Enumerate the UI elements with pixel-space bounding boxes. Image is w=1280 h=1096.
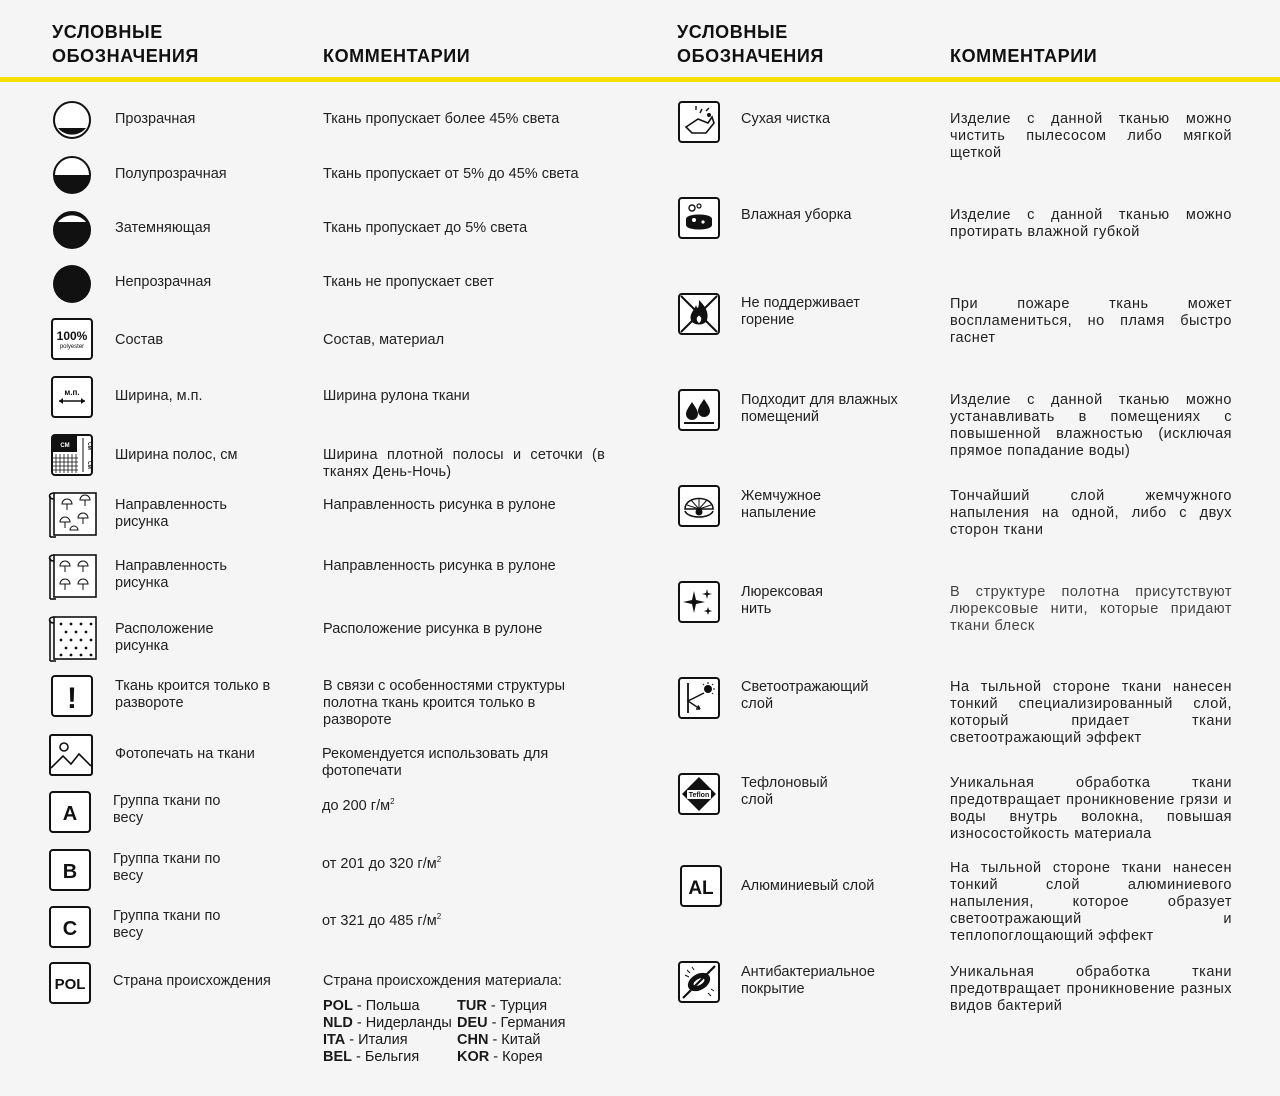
teflon-layer-icon bbox=[678, 773, 720, 815]
comment-weight-b-sup: 2 bbox=[436, 855, 442, 864]
lurex-thread-icon bbox=[678, 581, 720, 623]
left-symbols-header-line2: ОБОЗНАЧЕНИЯ bbox=[52, 46, 199, 66]
label-reflective: Светоотражающий слой bbox=[741, 679, 869, 712]
left-comments-header: КОММЕНТАРИИ bbox=[323, 46, 471, 66]
left-symbols-header-line1: УСЛОВНЫЕ bbox=[52, 22, 163, 42]
composition-icon-percent: 100% bbox=[56, 329, 88, 343]
right-symbols-header bbox=[677, 20, 824, 68]
teflon-icon-text: Teflon bbox=[688, 792, 710, 799]
weight-group-b-icon bbox=[49, 849, 91, 891]
reflective-layer-icon bbox=[678, 677, 720, 719]
right-symbols-header-line1: УСЛОВНЫЕ bbox=[677, 22, 788, 42]
comment-reflective: На тыльной стороне ткани нанесен тонкий специализированный слой, который придает ткани светоотражающий эффект bbox=[950, 679, 1232, 746]
label-width: Ширина, м.п. bbox=[115, 388, 203, 404]
weight-group-a-letter: A bbox=[62, 803, 78, 825]
comment-dimming: Ткань пропускает до 5% света bbox=[323, 220, 528, 236]
comment-weight-c-sup: 2 bbox=[436, 912, 442, 921]
width-icon-text: м.п. bbox=[64, 388, 80, 397]
comment-weight-c bbox=[322, 908, 582, 930]
country-tur: TUR - Турция bbox=[457, 998, 548, 1014]
comment-weight-a-sup: 2 bbox=[390, 797, 395, 806]
transparent-circle-icon bbox=[52, 100, 92, 140]
label-photo-print: Фотопечать на ткани bbox=[115, 746, 255, 762]
comment-cut-spread: В связи с особенностями структуры полотна ткань кроится только в развороте bbox=[323, 678, 565, 728]
comment-weight-b-text: от 201 до 320 г/м bbox=[322, 855, 437, 872]
label-opaque: Непрозрачная bbox=[115, 274, 212, 290]
composition-icon bbox=[51, 318, 93, 360]
comment-wet-cleaning: Изделие с данной тканью можно протирать влажной губкой bbox=[950, 207, 1232, 240]
antibacterial-icon bbox=[678, 961, 720, 1003]
label-pattern-placement: Расположение рисунка bbox=[115, 621, 214, 654]
comment-weight-a bbox=[322, 793, 582, 815]
wet-cleaning-icon bbox=[678, 197, 720, 239]
pattern-placement-icon bbox=[46, 614, 98, 664]
dimming-circle-icon bbox=[52, 210, 92, 250]
label-wet-cleaning: Влажная уборка bbox=[741, 207, 852, 223]
label-transparent: Прозрачная bbox=[115, 111, 196, 127]
label-pattern-direction: Направленность рисунка bbox=[115, 497, 227, 530]
aluminium-layer-icon bbox=[680, 865, 722, 907]
comment-flame-retardant: При пожаре ткань может воспламениться, но пламя быстро гаснет bbox=[950, 296, 1232, 346]
photo-print-icon bbox=[49, 734, 93, 776]
label-flame-retardant: Не поддерживает горение bbox=[741, 295, 860, 328]
header-divider bbox=[0, 77, 1280, 82]
label-aluminium: Алюминиевый слой bbox=[741, 878, 875, 894]
right-comments-header: КОММЕНТАРИИ bbox=[950, 46, 1098, 66]
label-dry-cleaning: Сухая чистка bbox=[741, 111, 831, 127]
country-kor: KOR - Корея bbox=[457, 1049, 543, 1065]
stripe-width-icon-text3: СМ bbox=[86, 461, 92, 469]
opaque-circle-icon bbox=[52, 264, 92, 304]
country-chn: CHN - Китай bbox=[457, 1032, 541, 1048]
label-pearl: Жемчужное напыление bbox=[741, 488, 822, 521]
label-country: Страна происхождения bbox=[113, 973, 271, 989]
stripe-width-icon-text1: СМ bbox=[60, 443, 70, 449]
country-ita: ITA - Италия bbox=[323, 1032, 408, 1048]
country-icon-text: POL bbox=[54, 976, 86, 993]
pattern-direction-icon bbox=[46, 490, 98, 540]
stripe-width-icon-text2: СМ bbox=[86, 442, 92, 450]
comment-photo-print: Рекомендуется использовать для фотопечати bbox=[322, 746, 549, 779]
label-wet-rooms: Подходит для влажных помещений bbox=[741, 392, 898, 425]
exclamation-icon-glyph: ! bbox=[67, 682, 77, 715]
comment-weight-c-text: от 321 до 485 г/м bbox=[322, 912, 437, 929]
wet-rooms-icon bbox=[678, 389, 720, 431]
comment-country: Страна происхождения материала: bbox=[323, 973, 562, 989]
comment-wet-rooms: Изделие с данной тканью можно устанавливать в помещениях с повышенной влажностью (исключая прямое попадание воды) bbox=[950, 392, 1232, 459]
comment-aluminium: На тыльной стороне ткани нанесен тонкий слой алюминиевого напыления, которое образует светоотражающий и теплопоглощающий эффект bbox=[950, 860, 1232, 944]
aluminium-icon-text: AL bbox=[688, 878, 714, 899]
label-dimming: Затемняющая bbox=[115, 220, 211, 236]
comment-weight-b bbox=[322, 851, 582, 873]
comment-width: Ширина рулона ткани bbox=[323, 388, 470, 404]
flame-retardant-icon bbox=[678, 293, 720, 335]
label-weight-b: Группа ткани по весу bbox=[113, 851, 221, 884]
country-bel: BEL - Бельгия bbox=[323, 1049, 420, 1065]
comment-pearl: Тончайший слой жемчужного напыления на одной, либо с двух сторон ткани bbox=[950, 488, 1232, 538]
label-weight-a: Группа ткани по весу bbox=[113, 793, 221, 826]
label-composition: Состав bbox=[115, 332, 164, 348]
comment-pattern-direction-2: Направленность рисунка в рулоне bbox=[323, 558, 556, 574]
comment-antibacterial: Уникальная обработка ткани предотвращает проникновение разных видов бактерий bbox=[950, 964, 1232, 1014]
left-symbols-header bbox=[52, 20, 199, 68]
comment-composition: Состав, материал bbox=[323, 332, 445, 348]
label-lurex: Люрексовая нить bbox=[741, 584, 823, 617]
comment-teflon: Уникальная обработка ткани предотвращает проникновение грязи и воды внутрь волокна, повышая износостойкость материала bbox=[950, 775, 1232, 842]
weight-group-c-icon bbox=[49, 906, 91, 948]
label-semi-transparent: Полупрозрачная bbox=[115, 166, 227, 182]
comment-opaque: Ткань не пропускает свет bbox=[323, 274, 494, 290]
comment-transparent: Ткань пропускает более 45% света bbox=[323, 111, 560, 127]
comment-weight-a-text: до 200 г/м bbox=[322, 797, 391, 814]
comment-lurex: В структуре полотна присутствуют люрексовые нити, которые придают ткани блеск bbox=[950, 584, 1232, 634]
comment-stripe-width: Ширина плотной полосы и сеточки (в тканях День-Ночь) bbox=[323, 447, 605, 480]
label-weight-c: Группа ткани по весу bbox=[113, 908, 221, 941]
pattern-direction-2-icon bbox=[46, 552, 98, 602]
label-teflon: Тефлоновый слой bbox=[741, 775, 828, 808]
label-cut-spread: Ткань кроится только в развороте bbox=[115, 678, 271, 711]
comment-dry-cleaning: Изделие с данной тканью можно чистить пылесосом либо мягкой щеткой bbox=[950, 111, 1232, 161]
label-pattern-direction-2: Направленность рисунка bbox=[115, 558, 227, 591]
exclamation-icon bbox=[51, 675, 93, 717]
country-pol: POL - Польша bbox=[323, 998, 420, 1014]
right-symbols-header-line2: ОБОЗНАЧЕНИЯ bbox=[677, 46, 824, 66]
weight-group-c-letter: C bbox=[62, 918, 78, 940]
pearl-coating-icon bbox=[678, 485, 720, 527]
country-nld: NLD - Нидерланды bbox=[323, 1015, 452, 1031]
country-deu: DEU - Германия bbox=[457, 1015, 566, 1031]
comment-semi-transparent: Ткань пропускает от 5% до 45% света bbox=[323, 166, 579, 182]
width-icon bbox=[51, 376, 93, 418]
weight-group-b-letter: B bbox=[62, 861, 78, 883]
country-icon bbox=[49, 962, 91, 1004]
composition-icon-material: polyester bbox=[59, 344, 85, 350]
weight-group-a-icon bbox=[49, 791, 91, 833]
semi-transparent-circle-icon bbox=[52, 155, 92, 195]
label-antibacterial: Антибактериальное покрытие bbox=[741, 964, 875, 997]
label-stripe-width: Ширина полос, см bbox=[115, 447, 238, 463]
comment-pattern-placement: Расположение рисунка в рулоне bbox=[323, 621, 543, 637]
dry-cleaning-icon bbox=[678, 101, 720, 143]
stripe-width-icon bbox=[51, 434, 93, 476]
comment-pattern-direction: Направленность рисунка в рулоне bbox=[323, 497, 556, 513]
